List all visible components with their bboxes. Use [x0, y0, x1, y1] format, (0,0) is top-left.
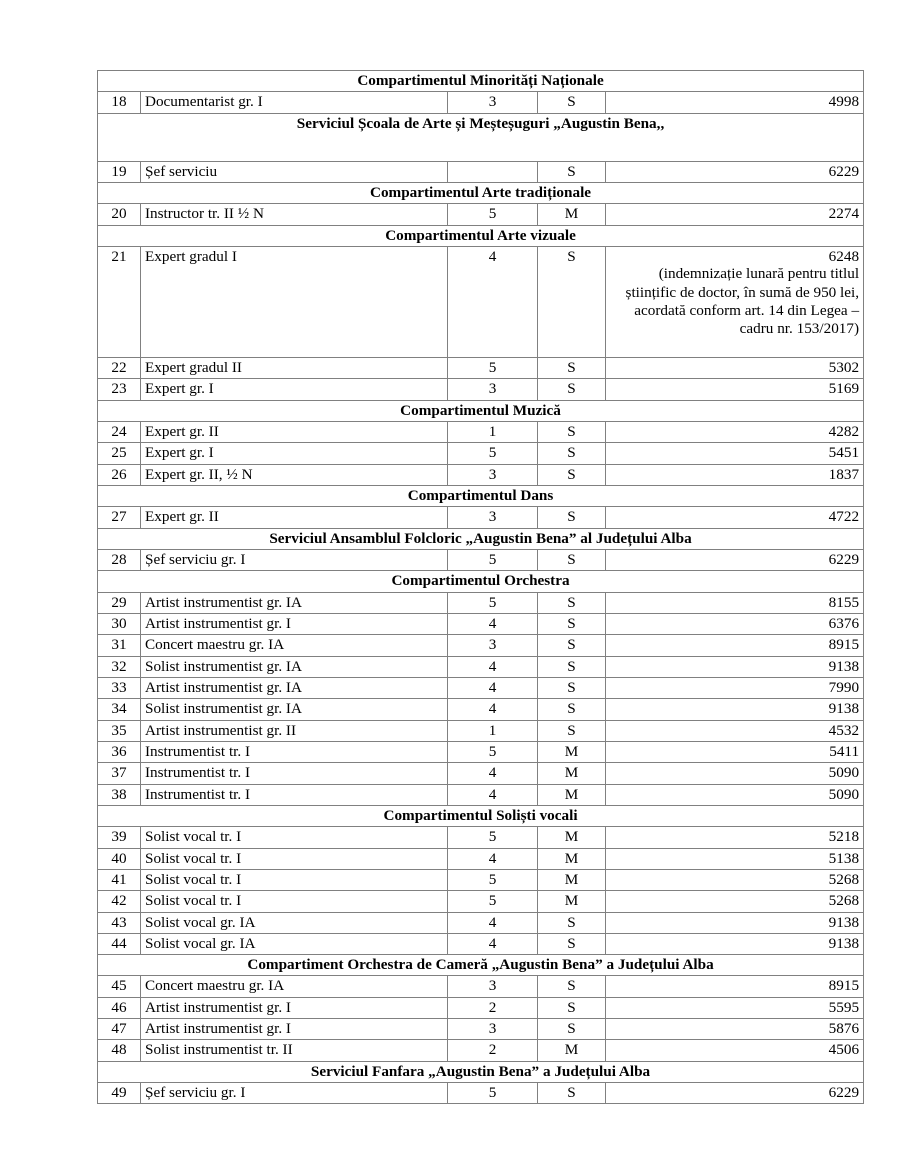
position-name-cell: Artist instrumentist gr. II: [141, 720, 448, 741]
salary-amount: 4506: [828, 1041, 860, 1059]
education-level-cell: S: [538, 613, 606, 634]
grade-cell: 4: [448, 912, 538, 933]
salary-amount: 5090: [828, 785, 860, 803]
salary-amount: 9138: [828, 700, 860, 718]
salary-cell: [606, 976, 864, 997]
salary-cell: [606, 246, 864, 357]
salary-amount: 1837: [828, 465, 860, 483]
row-number-cell: 49: [98, 1083, 141, 1104]
grade-cell: 5: [448, 204, 538, 225]
grade-cell: 5: [448, 827, 538, 848]
position-name-cell: Solist vocal tr. I: [141, 869, 448, 890]
row-number-cell: 41: [98, 869, 141, 890]
section-header-label: Compartimentul Muzică: [98, 400, 864, 421]
education-level-cell: S: [538, 592, 606, 613]
salary-cell: [606, 763, 864, 784]
education-level-cell: S: [538, 933, 606, 954]
position-name-cell: Artist instrumentist gr. IA: [141, 677, 448, 698]
row-number-cell: 28: [98, 549, 141, 570]
salary-cell: [606, 997, 864, 1018]
salary-amount: 6229: [828, 550, 860, 568]
grade-cell: 4: [448, 699, 538, 720]
row-number-cell: 30: [98, 613, 141, 634]
position-name-cell: Instrumentist tr. I: [141, 763, 448, 784]
grade-cell: 5: [448, 443, 538, 464]
payroll-table-body: [98, 71, 864, 1104]
row-number-cell: 42: [98, 891, 141, 912]
row-number-cell: 21: [98, 246, 141, 357]
education-level-cell: S: [538, 464, 606, 485]
position-name-cell: Solist instrumentist gr. IA: [141, 656, 448, 677]
table-row: [98, 997, 864, 1018]
education-level-cell: S: [538, 357, 606, 378]
education-level-cell: S: [538, 912, 606, 933]
table-row: [98, 1019, 864, 1040]
grade-cell: 5: [448, 357, 538, 378]
salary-cell: [606, 720, 864, 741]
salary-cell: [606, 443, 864, 464]
grade-cell: 5: [448, 741, 538, 762]
salary-amount: 5218: [828, 828, 860, 846]
grade-cell: 3: [448, 464, 538, 485]
table-row: [98, 976, 864, 997]
salary-cell: [606, 891, 864, 912]
grade-cell: 3: [448, 635, 538, 656]
grade-cell: 4: [448, 763, 538, 784]
position-name-cell: Instrumentist tr. I: [141, 784, 448, 805]
section-header-row: [98, 71, 864, 92]
salary-cell: [606, 92, 864, 113]
grade-cell: 4: [448, 677, 538, 698]
row-number-cell: 35: [98, 720, 141, 741]
grade-cell: 5: [448, 549, 538, 570]
grade-cell: 4: [448, 246, 538, 357]
salary-cell: [606, 421, 864, 442]
education-level-cell: M: [538, 848, 606, 869]
row-number-cell: 31: [98, 635, 141, 656]
salary-amount: 4998: [828, 93, 860, 111]
grade-cell: 5: [448, 1083, 538, 1104]
education-level-cell: S: [538, 443, 606, 464]
salary-amount: 6229: [828, 1084, 860, 1102]
education-level-cell: S: [538, 656, 606, 677]
salary-amount: 9138: [828, 934, 860, 952]
row-number-cell: 47: [98, 1019, 141, 1040]
salary-cell: [606, 464, 864, 485]
section-header-label: Compartiment Orchestra de Cameră „Augustin Bena” a Județului Alba: [98, 955, 864, 976]
row-number-cell: 46: [98, 997, 141, 1018]
table-row: [98, 613, 864, 634]
salary-amount: 8155: [828, 593, 860, 611]
grade-cell: 2: [448, 997, 538, 1018]
table-row: [98, 891, 864, 912]
position-name-cell: Artist instrumentist gr. I: [141, 1019, 448, 1040]
salary-cell: [606, 741, 864, 762]
row-number-cell: 27: [98, 507, 141, 528]
table-row: [98, 357, 864, 378]
position-name-cell: Expert gr. II, ½ N: [141, 464, 448, 485]
row-number-cell: 39: [98, 827, 141, 848]
position-name-cell: Expert gradul I: [141, 246, 448, 357]
salary-amount: 5411: [829, 742, 860, 760]
education-level-cell: S: [538, 379, 606, 400]
position-name-cell: Artist instrumentist gr. IA: [141, 592, 448, 613]
education-level-cell: S: [538, 720, 606, 741]
section-header-label: Compartimentul Orchestra: [98, 571, 864, 592]
section-header-row: [98, 955, 864, 976]
salary-cell: [606, 161, 864, 182]
education-level-cell: M: [538, 827, 606, 848]
salary-cell: [606, 1083, 864, 1104]
grade-cell: 4: [448, 933, 538, 954]
row-number-cell: 18: [98, 92, 141, 113]
education-level-cell: M: [538, 1040, 606, 1061]
grade-cell: 4: [448, 656, 538, 677]
education-level-cell: M: [538, 784, 606, 805]
salary-cell: [606, 677, 864, 698]
section-header-row: [98, 571, 864, 592]
table-row: [98, 246, 864, 357]
salary-amount: 4532: [828, 721, 860, 739]
salary-amount: 5876: [828, 1020, 860, 1038]
salary-amount: 5595: [828, 998, 860, 1016]
table-row: [98, 379, 864, 400]
section-header-row: [98, 182, 864, 203]
position-name-cell: Expert gr. II: [141, 421, 448, 442]
position-name-cell: Solist instrumentist tr. II: [141, 1040, 448, 1061]
row-number-cell: 33: [98, 677, 141, 698]
salary-cell: [606, 848, 864, 869]
position-name-cell: Expert gradul II: [141, 357, 448, 378]
salary-note: (indemnizație lunară pentru titlul științific de doctor, în sumă de 950 lei, acordată conform art. 14 din Legea – cadru nr. 153/2017): [625, 265, 860, 338]
section-header-label: Serviciul Fanfara „Augustin Bena” a Județului Alba: [98, 1061, 864, 1082]
grade-cell: 2: [448, 1040, 538, 1061]
table-row: [98, 1083, 864, 1104]
salary-amount: 4282: [828, 422, 860, 440]
salary-amount: 5268: [828, 870, 860, 888]
position-name-cell: Solist vocal tr. I: [141, 827, 448, 848]
row-number-cell: 19: [98, 161, 141, 182]
section-header-label: Compartimentul Minorități Naționale: [98, 71, 864, 92]
position-name-cell: Expert gr. I: [141, 379, 448, 400]
section-header-label: Compartimentul Soliști vocali: [98, 805, 864, 826]
row-number-cell: 22: [98, 357, 141, 378]
education-level-cell: S: [538, 635, 606, 656]
position-name-cell: Șef serviciu gr. I: [141, 1083, 448, 1104]
row-number-cell: 40: [98, 848, 141, 869]
education-level-cell: S: [538, 699, 606, 720]
table-row: [98, 827, 864, 848]
position-name-cell: Instructor tr. II ½ N: [141, 204, 448, 225]
education-level-cell: M: [538, 741, 606, 762]
grade-cell: 5: [448, 891, 538, 912]
row-number-cell: 20: [98, 204, 141, 225]
education-level-cell: S: [538, 976, 606, 997]
row-number-cell: 43: [98, 912, 141, 933]
section-header-row: [98, 113, 864, 161]
salary-amount: 8915: [828, 636, 860, 654]
table-row: [98, 720, 864, 741]
grade-cell: 3: [448, 1019, 538, 1040]
salary-cell: [606, 592, 864, 613]
salary-cell: [606, 656, 864, 677]
grade-cell: 5: [448, 592, 538, 613]
salary-amount: 6376: [828, 614, 860, 632]
salary-amount: 5268: [828, 892, 860, 910]
row-number-cell: 44: [98, 933, 141, 954]
table-row: [98, 741, 864, 762]
salary-cell: [606, 549, 864, 570]
salary-cell: [606, 357, 864, 378]
position-name-cell: Concert maestru gr. IA: [141, 635, 448, 656]
salary-amount: 5138: [828, 849, 860, 867]
salary-amount: 2274: [828, 205, 860, 223]
table-row: [98, 699, 864, 720]
table-row: [98, 869, 864, 890]
salary-amount: 5302: [828, 358, 860, 376]
position-name-cell: Solist vocal gr. IA: [141, 912, 448, 933]
education-level-cell: S: [538, 549, 606, 570]
row-number-cell: 29: [98, 592, 141, 613]
education-level-cell: S: [538, 507, 606, 528]
salary-amount: 5451: [828, 444, 860, 462]
position-name-cell: Șef serviciu gr. I: [141, 549, 448, 570]
position-name-cell: Documentarist gr. I: [141, 92, 448, 113]
table-row: [98, 763, 864, 784]
table-row: [98, 933, 864, 954]
payroll-table-container: [97, 70, 863, 1104]
row-number-cell: 36: [98, 741, 141, 762]
education-level-cell: S: [538, 1083, 606, 1104]
grade-cell: 4: [448, 784, 538, 805]
section-header-label: Compartimentul Arte tradiționale: [98, 182, 864, 203]
section-header-row: [98, 485, 864, 506]
position-name-cell: Solist instrumentist gr. IA: [141, 699, 448, 720]
section-header-label: Serviciul Școala de Arte și Meșteșuguri „Augustin Bena,,: [98, 113, 864, 161]
salary-amount: 7990: [828, 678, 860, 696]
table-row: [98, 549, 864, 570]
row-number-cell: 37: [98, 763, 141, 784]
table-row: [98, 443, 864, 464]
salary-cell: [606, 869, 864, 890]
education-level-cell: S: [538, 421, 606, 442]
table-row: [98, 507, 864, 528]
education-level-cell: M: [538, 763, 606, 784]
row-number-cell: 48: [98, 1040, 141, 1061]
position-name-cell: Solist vocal tr. I: [141, 891, 448, 912]
salary-cell: [606, 379, 864, 400]
education-level-cell: S: [538, 1019, 606, 1040]
section-header-row: [98, 400, 864, 421]
salary-cell: [606, 912, 864, 933]
position-name-cell: Solist vocal gr. IA: [141, 933, 448, 954]
table-row: [98, 204, 864, 225]
row-number-cell: 34: [98, 699, 141, 720]
table-row: [98, 464, 864, 485]
position-name-cell: Artist instrumentist gr. I: [141, 997, 448, 1018]
salary-cell: [606, 1040, 864, 1061]
salary-cell: [606, 507, 864, 528]
salary-amount: 5090: [828, 764, 860, 782]
salary-cell: [606, 784, 864, 805]
salary-cell: [606, 699, 864, 720]
position-name-cell: Artist instrumentist gr. I: [141, 613, 448, 634]
payroll-table: [97, 70, 864, 1104]
salary-cell: [606, 613, 864, 634]
grade-cell: 3: [448, 92, 538, 113]
salary-amount: 4722: [828, 508, 860, 526]
section-header-label: Compartimentul Arte vizuale: [98, 225, 864, 246]
table-row: [98, 421, 864, 442]
section-header-row: [98, 528, 864, 549]
salary-cell: [606, 827, 864, 848]
row-number-cell: 38: [98, 784, 141, 805]
education-level-cell: M: [538, 204, 606, 225]
salary-cell: [606, 635, 864, 656]
section-header-label: Serviciul Ansamblul Folcloric „Augustin Bena” al Județului Alba: [98, 528, 864, 549]
salary-amount: 6248: [828, 247, 860, 265]
position-name-cell: Șef serviciu: [141, 161, 448, 182]
education-level-cell: S: [538, 92, 606, 113]
position-name-cell: Concert maestru gr. IA: [141, 976, 448, 997]
grade-cell: 3: [448, 976, 538, 997]
education-level-cell: S: [538, 997, 606, 1018]
table-row: [98, 677, 864, 698]
salary-amount: 9138: [828, 657, 860, 675]
grade-cell: 3: [448, 507, 538, 528]
row-number-cell: 23: [98, 379, 141, 400]
salary-amount: 5169: [828, 380, 860, 398]
education-level-cell: S: [538, 161, 606, 182]
grade-cell: 5: [448, 869, 538, 890]
table-row: [98, 592, 864, 613]
salary-cell: [606, 204, 864, 225]
table-row: [98, 1040, 864, 1061]
table-row: [98, 635, 864, 656]
position-name-cell: Expert gr. I: [141, 443, 448, 464]
position-name-cell: Expert gr. II: [141, 507, 448, 528]
education-level-cell: S: [538, 246, 606, 357]
salary-cell: [606, 1019, 864, 1040]
grade-cell: 3: [448, 379, 538, 400]
row-number-cell: 24: [98, 421, 141, 442]
table-row: [98, 784, 864, 805]
section-header-label: Compartimentul Dans: [98, 485, 864, 506]
grade-cell: [448, 161, 538, 182]
position-name-cell: Solist vocal tr. I: [141, 848, 448, 869]
table-row: [98, 656, 864, 677]
table-row: [98, 848, 864, 869]
section-header-row: [98, 225, 864, 246]
education-level-cell: M: [538, 891, 606, 912]
grade-cell: 1: [448, 421, 538, 442]
salary-cell: [606, 933, 864, 954]
section-header-row: [98, 1061, 864, 1082]
education-level-cell: M: [538, 869, 606, 890]
section-header-row: [98, 805, 864, 826]
table-row: [98, 92, 864, 113]
row-number-cell: 45: [98, 976, 141, 997]
table-row: [98, 161, 864, 182]
table-row: [98, 912, 864, 933]
row-number-cell: 25: [98, 443, 141, 464]
salary-amount: 6229: [828, 162, 860, 180]
grade-cell: 4: [448, 613, 538, 634]
salary-amount: 8915: [828, 977, 860, 995]
row-number-cell: 32: [98, 656, 141, 677]
education-level-cell: S: [538, 677, 606, 698]
row-number-cell: 26: [98, 464, 141, 485]
salary-amount: 9138: [828, 913, 860, 931]
grade-cell: 4: [448, 848, 538, 869]
grade-cell: 1: [448, 720, 538, 741]
position-name-cell: Instrumentist tr. I: [141, 741, 448, 762]
